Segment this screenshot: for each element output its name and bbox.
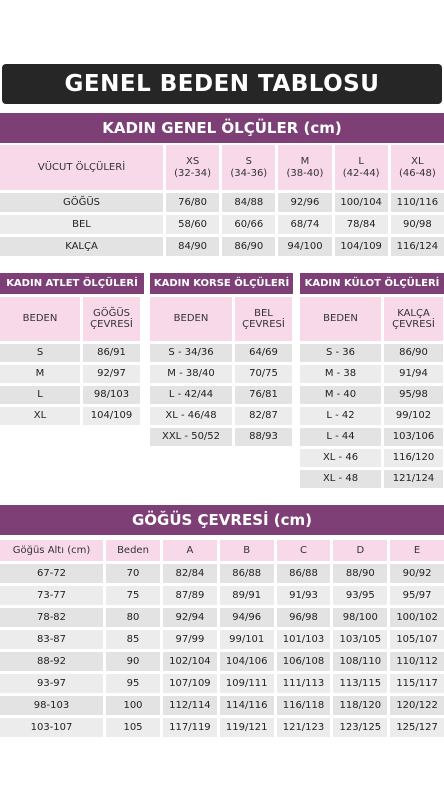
column-header: E [390, 540, 444, 561]
cell: 91/94 [384, 365, 443, 383]
cell: 93/95 [333, 586, 387, 605]
cell: 99/101 [220, 630, 274, 649]
table-row [300, 449, 443, 467]
cell: 103-107 [0, 718, 103, 737]
gogus-section-title: GÖĞÜS ÇEVRESİ (cm) [0, 505, 444, 535]
cell: 101/103 [277, 630, 331, 649]
cell: M - 38 [300, 365, 381, 383]
cell: 60/66 [222, 215, 275, 234]
cell: 95/97 [390, 586, 444, 605]
column-header: BEDEN [150, 297, 232, 341]
cell: 92/96 [278, 193, 331, 212]
column-header: BEDEN [300, 297, 381, 341]
cell: 83-87 [0, 630, 103, 649]
atlet-section-title: KADIN ATLET ÖLÇÜLERİ [0, 273, 144, 294]
cell: 98-103 [0, 696, 103, 715]
table-row [150, 344, 292, 362]
cell: 98/103 [83, 386, 140, 404]
table-row [0, 674, 444, 693]
cell: 73-77 [0, 586, 103, 605]
table-row [150, 365, 292, 383]
cell: 113/115 [333, 674, 387, 693]
row-label: BEL [0, 215, 163, 234]
column-header: GÖĞÜS ÇEVRESİ [83, 297, 140, 341]
cell: 103/105 [333, 630, 387, 649]
cell: 84/88 [222, 193, 275, 212]
cell: 112/114 [163, 696, 217, 715]
cell: 70 [106, 564, 160, 583]
cell: 90 [106, 652, 160, 671]
cell: 78-82 [0, 608, 103, 627]
cell: 82/87 [235, 407, 292, 425]
cell: 110/112 [390, 652, 444, 671]
cell: L [0, 386, 80, 404]
cell: 94/100 [278, 237, 331, 256]
table-row [0, 344, 140, 362]
cell: 110/116 [391, 193, 444, 212]
cell: 100 [106, 696, 160, 715]
cell: 97/99 [163, 630, 217, 649]
cell: 120/122 [390, 696, 444, 715]
table-row [0, 193, 444, 212]
cell: XL - 46/48 [150, 407, 232, 425]
column-header: Göğüs Altı (cm) [0, 540, 103, 561]
table-row [0, 608, 444, 627]
cell: XL - 48 [300, 470, 381, 488]
cell: 107/109 [163, 674, 217, 693]
table-row [300, 344, 443, 362]
cell: 118/120 [333, 696, 387, 715]
cell: 80 [106, 608, 160, 627]
cell: 86/91 [83, 344, 140, 362]
cell: 86/88 [277, 564, 331, 583]
cell: 119/121 [220, 718, 274, 737]
cell: 102/104 [163, 652, 217, 671]
size-header: S (34-36) [222, 145, 275, 190]
cell: 92/94 [163, 608, 217, 627]
cell: M - 40 [300, 386, 381, 404]
table-row [0, 407, 140, 425]
cell: 98/100 [333, 608, 387, 627]
cell: 94/96 [220, 608, 274, 627]
cell: XL [0, 407, 80, 425]
cell: S - 36 [300, 344, 381, 362]
cell: M [0, 365, 80, 383]
cell: 86/90 [384, 344, 443, 362]
column-header: D [333, 540, 387, 561]
cell: 88-92 [0, 652, 103, 671]
table-row [150, 386, 292, 404]
cell: 91/93 [277, 586, 331, 605]
general-table [0, 142, 444, 259]
cell: 89/91 [220, 586, 274, 605]
column-header: B [220, 540, 274, 561]
column-header: KALÇA ÇEVRESİ [384, 297, 443, 341]
cell: 86/88 [220, 564, 274, 583]
cell: 106/108 [277, 652, 331, 671]
table-row [0, 215, 444, 234]
table-row [300, 365, 443, 383]
cell: 125/127 [390, 718, 444, 737]
cell: L - 44 [300, 428, 381, 446]
cell: 76/80 [166, 193, 219, 212]
cell: S - 34/36 [150, 344, 232, 362]
cell: 116/124 [391, 237, 444, 256]
korse-section-title: KADIN KORSE ÖLÇÜLERİ [150, 273, 293, 294]
table-row [300, 470, 443, 488]
cell: 104/109 [335, 237, 388, 256]
cell: 121/123 [277, 718, 331, 737]
cell: 104/109 [83, 407, 140, 425]
cell: 86/90 [222, 237, 275, 256]
cell: L - 42 [300, 407, 381, 425]
cell: XXL - 50/52 [150, 428, 232, 446]
cell: 99/102 [384, 407, 443, 425]
general-section-title: KADIN GENEL ÖLÇÜLER (cm) [0, 113, 444, 143]
cell: 114/116 [220, 696, 274, 715]
cell: 121/124 [384, 470, 443, 488]
cell: 95 [106, 674, 160, 693]
cell: 115/117 [390, 674, 444, 693]
cell: 88/93 [235, 428, 292, 446]
cell: 90/92 [390, 564, 444, 583]
page-title: GENEL BEDEN TABLOSU [2, 64, 442, 104]
column-header: A [163, 540, 217, 561]
cell: 93-97 [0, 674, 103, 693]
cell: 87/89 [163, 586, 217, 605]
column-header: BEL ÇEVRESİ [235, 297, 292, 341]
atlet-table [0, 294, 143, 428]
cell: 85 [106, 630, 160, 649]
table-row [0, 386, 140, 404]
table-row [0, 237, 444, 256]
cell: 88/90 [333, 564, 387, 583]
cell: 90/98 [391, 215, 444, 234]
cell: 75 [106, 586, 160, 605]
cell: 96/98 [277, 608, 331, 627]
table-row [0, 718, 444, 737]
cell: 67-72 [0, 564, 103, 583]
table-row [0, 696, 444, 715]
cell: 100/104 [335, 193, 388, 212]
table-row [0, 564, 444, 583]
cell: 92/97 [83, 365, 140, 383]
table-row [0, 586, 444, 605]
table-row [0, 652, 444, 671]
cell: 68/74 [278, 215, 331, 234]
table-row [300, 407, 443, 425]
cell: 84/90 [166, 237, 219, 256]
cell: 70/75 [235, 365, 292, 383]
cell: 108/110 [333, 652, 387, 671]
cell: 76/81 [235, 386, 292, 404]
cell: 64/69 [235, 344, 292, 362]
cell: 105 [106, 718, 160, 737]
cell: 103/106 [384, 428, 443, 446]
cell: 123/125 [333, 718, 387, 737]
row-label: KALÇA [0, 237, 163, 256]
table-row [150, 428, 292, 446]
table-row [150, 407, 292, 425]
cell: 117/119 [163, 718, 217, 737]
cell: 116/120 [384, 449, 443, 467]
cell: 95/98 [384, 386, 443, 404]
cell: 116/118 [277, 696, 331, 715]
cell: 78/84 [335, 215, 388, 234]
size-header: XL (46-48) [391, 145, 444, 190]
cell: 104/106 [220, 652, 274, 671]
general-corner: VÜCUT ÖLÇÜLERİ [0, 145, 163, 190]
cell: 109/111 [220, 674, 274, 693]
column-header: BEDEN [0, 297, 80, 341]
gogus-table [0, 537, 444, 740]
cell: 100/102 [390, 608, 444, 627]
table-row [300, 386, 443, 404]
cell: 111/113 [277, 674, 331, 693]
korse-table [147, 294, 295, 449]
column-header: C [277, 540, 331, 561]
cell: S [0, 344, 80, 362]
size-header: M (38-40) [278, 145, 331, 190]
size-header: XS (32-34) [166, 145, 219, 190]
cell: L - 42/44 [150, 386, 232, 404]
general-header-row [0, 145, 444, 190]
gogus-header-row [0, 540, 444, 561]
size-header: L (42-44) [335, 145, 388, 190]
table-row [300, 428, 443, 446]
cell: XL - 46 [300, 449, 381, 467]
table-row [0, 630, 444, 649]
cell: M - 38/40 [150, 365, 232, 383]
cell: 58/60 [166, 215, 219, 234]
column-header: Beden [106, 540, 160, 561]
cell: 82/84 [163, 564, 217, 583]
row-label: GÖĞÜS [0, 193, 163, 212]
cell: 105/107 [390, 630, 444, 649]
table-row [0, 365, 140, 383]
kulot-section-title: KADIN KÜLOT ÖLÇÜLERİ [300, 273, 444, 294]
kulot-table [297, 294, 444, 491]
